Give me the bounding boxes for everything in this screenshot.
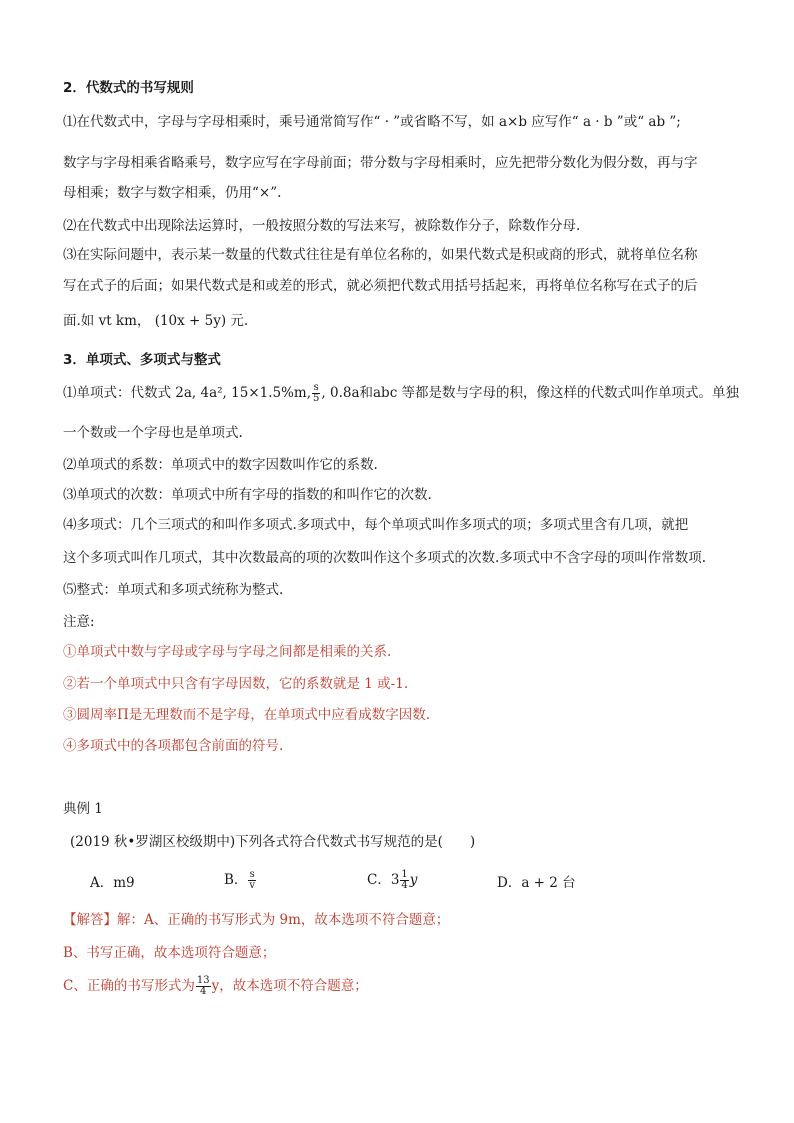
notes-label: 注意:: [63, 614, 95, 630]
fraction-s-over-v: [248, 870, 256, 891]
example-question: (2019 秋•罗湖区校级期中)下列各式符合代数式书写规范的是( ): [70, 834, 476, 850]
note-4: ④多项式中的各项都包含前面的符号.: [63, 738, 284, 754]
note-3: ③圆周率Π是无理数而不是字母，在单项式中应看成数字因数.: [63, 707, 431, 723]
section-3-para-3: ⑵单项式的系数：单项式中的数字因数叫作它的系数.: [63, 457, 378, 473]
option-c: [367, 870, 417, 891]
option-b: [224, 870, 257, 891]
fraction-numerator: s: [313, 382, 319, 393]
answer-line-2: B、书写正确，故本选项符合题意；: [63, 945, 276, 961]
fraction-s-over-5: [312, 383, 320, 404]
section-3-para-5: ⑷多项式：几个三项式的和叫作多项式.多项式中，每个单项式叫作多项式的项；多项式里含有几项，就把: [63, 517, 689, 533]
section-3-para-1-start: ⑴单项式：代数式 2a, 4a², 15×1.5%m,: [63, 385, 312, 401]
option-c-label: C．3: [367, 872, 400, 888]
section-3-heading: 3．单项式、多项式与整式: [63, 352, 221, 368]
fraction-denominator: v: [249, 880, 256, 891]
fraction-numerator: 13: [196, 975, 210, 986]
fraction-numerator: 1: [401, 869, 408, 880]
section-2-para-1: ⑴在代数式中，字母与字母相乘时，乘号通常简写作“ · ”或省略不写，如 a×b 应写作“ a · b ”或“ ab ”;: [63, 114, 681, 130]
answer-line-3-end: y，故本选项不符合题意；: [211, 978, 368, 994]
section-3-para-6: 这个多项式叫作几项式，其中次数最高的项的次数叫作这个多项式的次数.多项式中不含字母的项叫作常数项.: [63, 550, 707, 566]
section-3-para-2: 一个数或一个字母也是单项式.: [63, 425, 243, 441]
section-2-para-2: 数字与字母相乘省略乘号，数字应写在字母前面；带分数与字母相乘时，应先把带分数化为假分数，再与字: [63, 155, 698, 171]
option-c-variable: y: [409, 872, 418, 888]
section-3-para-1: [63, 383, 739, 404]
section-3-para-7: ⑸整式：单项式和多项式统称为整式.: [63, 582, 284, 598]
section-2-para-3: 母相乘；数字与数字相乘，仍用“×”.: [63, 185, 282, 201]
fraction-denominator: 4: [401, 880, 408, 891]
section-2-heading: 2．代数式的书写规则: [63, 80, 194, 96]
fraction-13-over-4: [196, 976, 211, 997]
example-title: 典例 1: [63, 801, 103, 817]
note-2: ②若一个单项式中只含有字母因数，它的系数就是 1 或-1.: [63, 676, 409, 692]
section-2-para-6: 写在式子的后面；如果代数式是和或差的形式，就必须把代数式用括号括起来，再将单位名称写在式子的后: [63, 278, 698, 294]
note-1: ①单项式中数与字母或字母与字母之间都是相乘的关系.: [63, 644, 392, 660]
section-3-para-1-end: , 0.8a和abc 等都是数与字母的积，像这样的代数式叫作单项式。单独: [321, 385, 740, 401]
answer-line-1: 【解答】解：A、正确的书写形式为 9m，故本选项不符合题意；: [63, 912, 450, 928]
option-d: D．a + 2 台: [497, 875, 576, 891]
section-2-para-7: 面.如 vt km， (10x + 5y) 元.: [63, 313, 249, 329]
section-2-para-5: ⑶在实际问题中，表示某一数量的代数式往往是有单位名称的，如果代数式是积或商的形式，就将单位名称: [63, 247, 698, 263]
fraction-denominator: 5: [313, 393, 320, 404]
answer-line-3: [63, 976, 368, 997]
fraction-numerator: s: [249, 869, 255, 880]
section-3-para-4: ⑶单项式的次数：单项式中所有字母的指数的和叫作它的次数.: [63, 487, 432, 503]
answer-line-3-start: C、正确的书写形式为: [63, 978, 195, 994]
option-b-label: B．: [224, 872, 248, 888]
fraction-1-over-4: [400, 870, 408, 891]
fraction-denominator: 4: [200, 986, 207, 997]
option-a: A．m9: [90, 875, 135, 891]
section-2-para-4: ⑵在代数式中出现除法运算时，一般按照分数的写法来写，被除数作分子，除数作分母.: [63, 218, 581, 234]
